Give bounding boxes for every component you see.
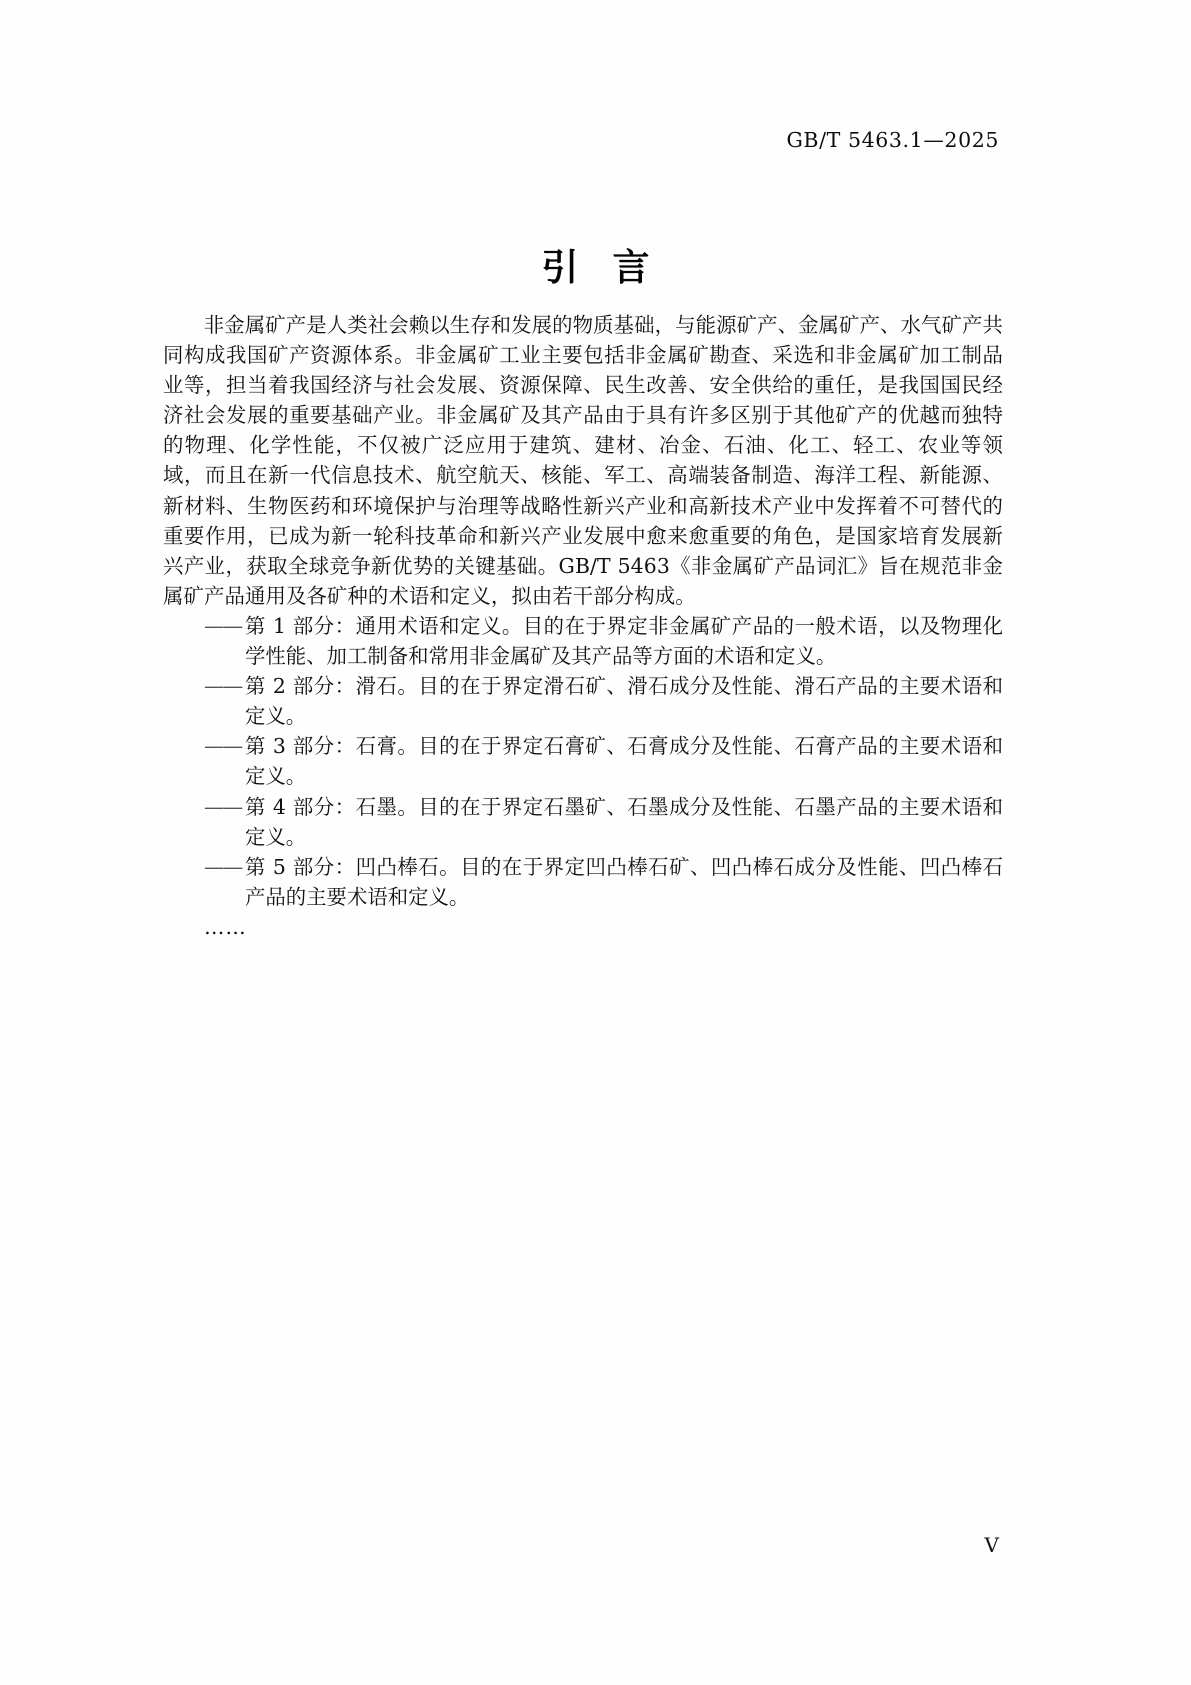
list-item-text: 第 5 部分：凹凸棒石。目的在于界定凹凸棒石矿、凹凸棒石成分及性能、凹凸棒石产品的主要术语和定义。 (245, 854, 1003, 909)
em-dash-marker: —— (204, 674, 242, 699)
em-dash-marker: —— (204, 613, 242, 638)
document-body (163, 310, 1003, 942)
list-item (163, 731, 1003, 791)
page-footer (0, 1505, 1191, 1685)
list-item-text: 第 3 部分：石膏。目的在于界定石膏矿、石膏成分及性能、石膏产品的主要术语和定义。 (245, 734, 1003, 789)
em-dash-marker: —— (204, 734, 242, 759)
standard-number: GB/T 5463.1—2025 (786, 128, 999, 152)
list-item-text: 第 2 部分：滑石。目的在于界定滑石矿、滑石成分及性能、滑石产品的主要术语和定义。 (245, 674, 1003, 729)
list-item (163, 671, 1003, 731)
list-item (163, 792, 1003, 852)
page-title: 引言 (541, 245, 684, 289)
list-item-text: 第 1 部分：通用术语和定义。目的在于界定非金属矿产品的一般术语，以及物理化学性能、加工制备和常用非金属矿及其产品等方面的术语和定义。 (245, 613, 1003, 669)
list-continuation-ellipsis: …… (204, 914, 247, 939)
page-header (0, 128, 1191, 158)
em-dash-marker: —— (204, 854, 242, 879)
list-item (163, 611, 1003, 671)
list-item-text: 第 4 部分：石墨。目的在于界定石墨矿、石墨成分及性能、石墨产品的主要术语和定义。 (245, 794, 1003, 849)
page-number: Ⅴ (984, 1533, 999, 1557)
em-dash-marker: —— (204, 794, 242, 819)
introduction-paragraph: 非金属矿产是人类社会赖以生存和发展的物质基础，与能源矿产、金属矿产、水气矿产共同构成我国矿产资源体系。非金属矿工业主要包括非金属矿勘查、采选和非金属矿加工制品业等，担当着我国经济与社会发展、资源保障、民生改善、安全供给的重任，是我国国民经济社会发展的重要基础产业。非金属矿及其产品由于具有许多区别于其他矿产的优越而独特的物理、化学性能，不仅被广泛应用于建筑、建材、冶金、石油、化工、轻工、农业等领域，而且在新一代信息技术、航空航天、核能、军工、高端装备制造、海洋工程、新能源、新材料、生物医药和环境保护与治理等战略性新兴产业和高新技术产业中发挥着不可替代的重要作用，已成为新一轮科技革命和新兴产业发展中愈来愈重要的角色，是国家培育发展新兴产业，获取全球竞争新优势的关键基础。GB/T 5463《非金属矿产品词汇》旨在规范非金属矿产品通用及各矿种的术语和定义，拟由若干部分构成。 (163, 313, 1003, 608)
list-item (163, 852, 1003, 912)
standard-parts-list (163, 611, 1003, 912)
